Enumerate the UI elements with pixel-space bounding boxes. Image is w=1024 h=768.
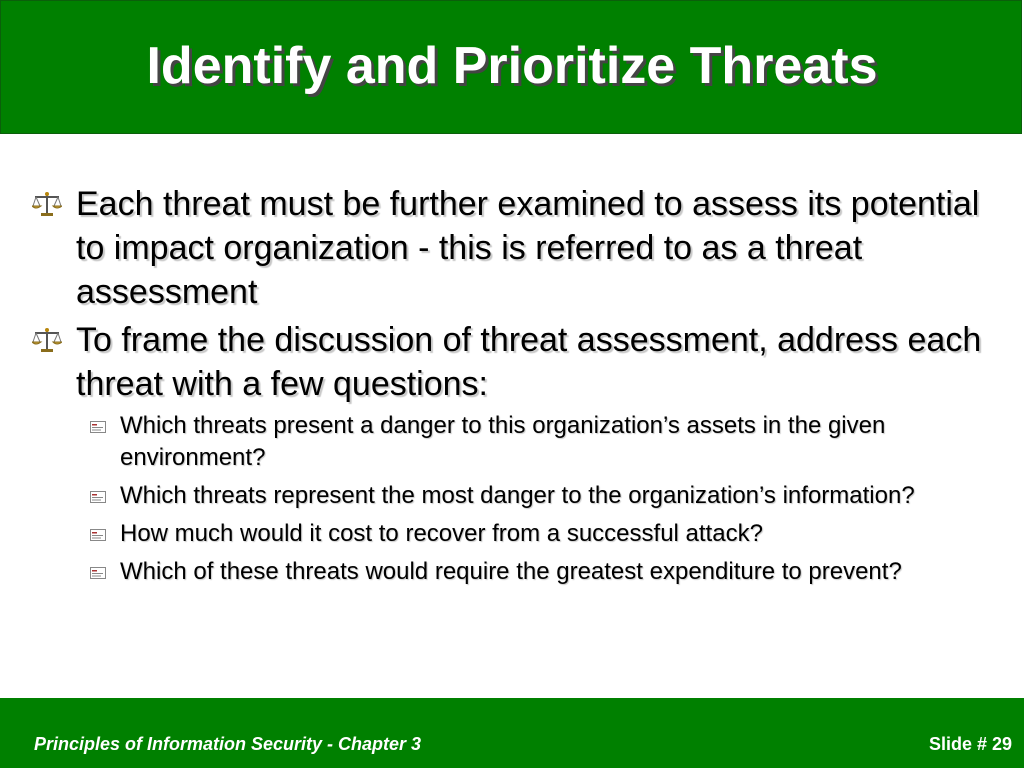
slide-content [32, 182, 992, 594]
sub-bullet-text: How much would it cost to recover from a successful attack? [120, 520, 763, 547]
sub-bullet-item [86, 518, 992, 550]
document-icon [90, 567, 106, 579]
slide-title: Identify and Prioritize Threats [146, 37, 878, 95]
scales-icon [32, 191, 62, 217]
sub-bullet-list [86, 410, 992, 588]
sub-bullet-item [86, 480, 992, 512]
footer-course-title: Principles of Information Security - Chapter 3 [34, 734, 422, 754]
bullet-item [32, 182, 992, 314]
document-icon [90, 421, 106, 433]
scales-icon [32, 327, 62, 353]
sub-bullet-text: Which threats present a danger to this organization’s assets in the given environment? [120, 412, 886, 471]
bullet-text: Each threat must be further examined to assess its potential to impact organization - this is referred to as a threat assessment [76, 185, 980, 311]
footer-slide-number: Slide # 29 [928, 734, 1012, 754]
sub-bullet-item [86, 410, 992, 474]
sub-bullet-text: Which of these threats would require the greatest expenditure to prevent? [120, 558, 902, 585]
bullet-item [32, 318, 992, 406]
footer-bar [0, 698, 1024, 768]
sub-bullet-item [86, 556, 992, 588]
document-icon [90, 529, 106, 541]
bullet-text: To frame the discussion of threat assessment, address each threat with a few questions: [76, 321, 982, 403]
document-icon [90, 491, 106, 503]
sub-bullet-text: Which threats represent the most danger to the organization’s information? [120, 482, 915, 509]
